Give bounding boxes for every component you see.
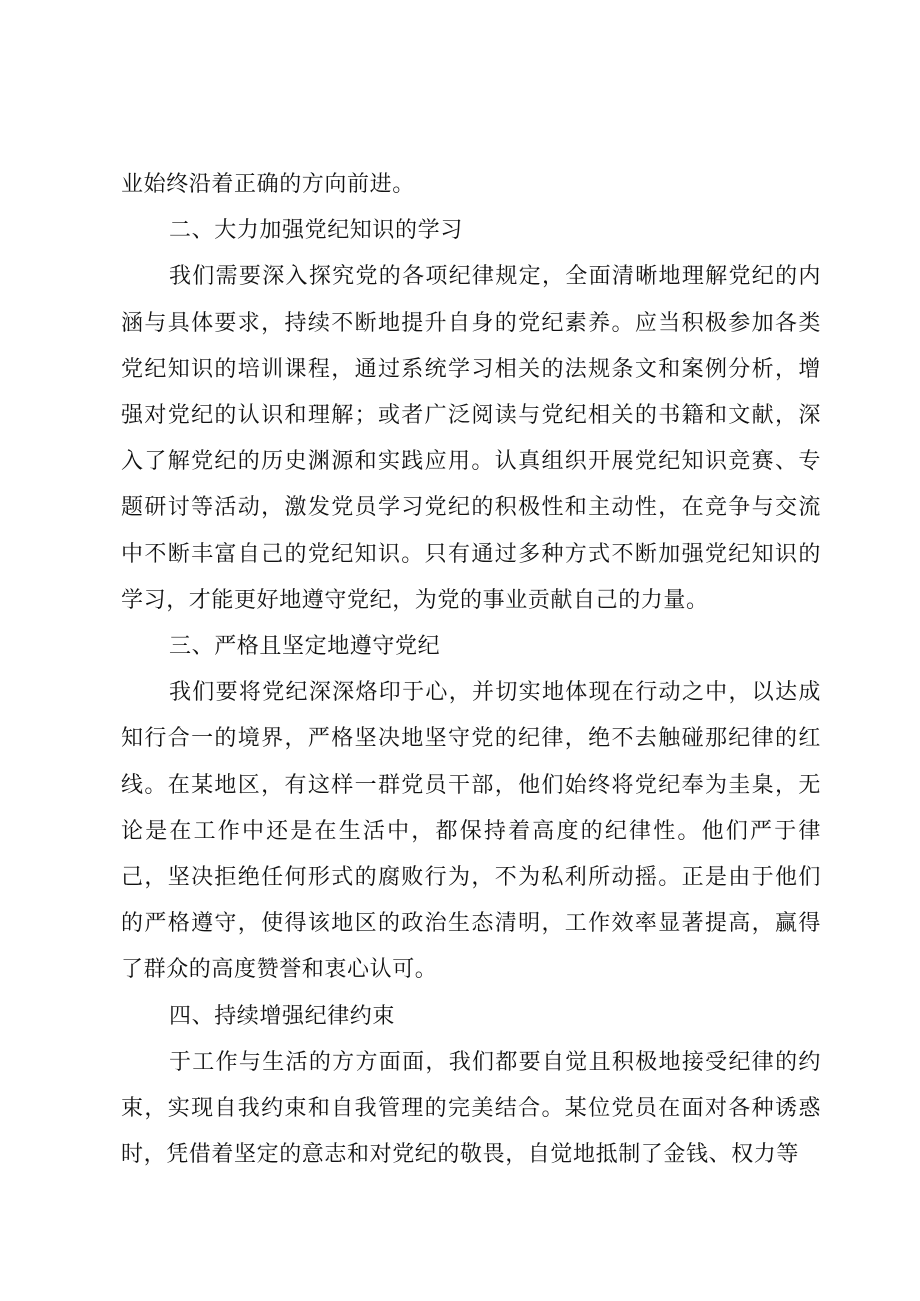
document-body bbox=[121, 162, 821, 1178]
section-heading-2: 二、大力加强党纪知识的学习 bbox=[169, 218, 463, 244]
paragraph-continuation: 业始终沿着正确的方向前进。 bbox=[121, 172, 415, 197]
paragraph-section-2: 我们需要深入探究党的各项纪律规定，全面清晰地理解党纪的内涵与具体要求，持续不断地提升自身的党纪素养。应当积极参加各类党纪知识的培训课程，通过系统学习相关的法规条文和案例分析，增强对党纪的认识和理解；或者广泛阅读与党纪相关的书籍和文献，深入了解党纪的历史渊源和实践应用。认真组织开展党纪知识竞赛、专题研讨等活动，激发党员学习党纪的积极性和主动性，在竞争与交流中不断丰富自己的党纪知识。只有通过多种方式不断加强党纪知识的学习，才能更好地遵守党纪，为党的事业贡献自己的力量。 bbox=[121, 264, 821, 613]
section-heading-4: 四、持续增强纪律约束 bbox=[169, 1003, 396, 1029]
paragraph-section-3: 我们要将党纪深深烙印于心，并切实地体现在行动之中，以达成知行合一的境界，严格坚决地坚守党的纪律，绝不去触碰那纪律的红线。在某地区，有这样一群党员干部，他们始终将党纪奉为圭臬，无论是在工作中还是在生活中，都保持着高度的纪律性。他们严于律己，坚决拒绝任何形式的腐败行为，不为私利所动摇。正是由于他们的严格遵守，使得该地区的政治生态清明，工作效率显著提高，赢得了群众的高度赞誉和衷心认可。 bbox=[121, 680, 821, 983]
paragraph-section-4: 于工作与生活的方方面面，我们都要自觉且积极地接受纪律的约束，实现自我约束和自我管理的完美结合。某位党员在面对各种诱惑时，凭借着坚定的意志和对党纪的敬畏，自觉地抵制了金钱、权力等 bbox=[121, 1049, 821, 1168]
section-heading-3: 三、严格且坚定地遵守党纪 bbox=[169, 634, 441, 660]
